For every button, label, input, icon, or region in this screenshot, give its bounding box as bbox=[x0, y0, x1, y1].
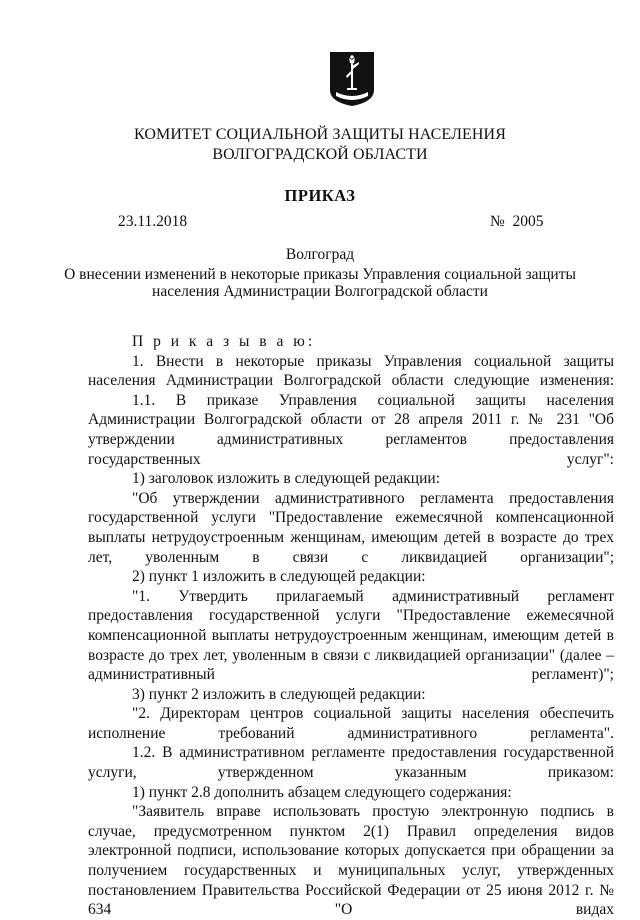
body-paragraph: 2) пункт 1 изложить в следующей редакции: bbox=[132, 568, 426, 586]
volgograd-coat-of-arms-icon bbox=[328, 50, 376, 108]
document-date: 23.11.2018 bbox=[118, 213, 188, 230]
body-paragraph: 1) заголовок изложить в следующей редакции: bbox=[132, 470, 440, 488]
body-paragraph: П р и к а з ы в а ю: bbox=[132, 333, 316, 350]
body-paragraph: "2. Директорам центров социальной защиты населения обеспечить исполнение требований административного регламента". bbox=[88, 705, 614, 742]
org-line-2: ВОЛГОГРАДСКОЙ ОБЛАСТИ bbox=[212, 146, 428, 163]
body-paragraph: "1. Утвердить прилагаемый административный регламент предоставления государственной услуги "Предоставление ежемесячной компенсационной выплаты нетрудоустроенным женщинам, имеющим детей в возрасте до трех лет, уволенным в связи с ликвидацией организации" (далее – административный регламент)"; bbox=[88, 587, 614, 684]
document-city: Волгоград bbox=[285, 246, 355, 263]
body-paragraph: 1) пункт 2.8 дополнить абзацем следующего содержания: bbox=[132, 783, 512, 801]
document-subject: О внесении изменений в некоторые приказы Управления социальной защиты населения Администрации Волгоградской области bbox=[64, 266, 576, 300]
body-paragraph: "Об утверждении административного регламента предоставления государственной услуги "Предоставление ежемесячной компенсационной выплаты нетрудоустроенным женщинам, имеющим детей в возрасте до трех лет, уволенным в связи с ликвидацией организации"; bbox=[88, 489, 614, 566]
document-type: ПРИКАЗ bbox=[284, 186, 356, 205]
body-paragraph: 1. Внести в некоторые приказы Управления социальной защиты населения Администрации Волгоградской области следующие изменения: bbox=[88, 352, 614, 390]
body-paragraph: 1.2. В административном регламенте предоставления государственной услуги, утвержденном указанным приказом: bbox=[88, 744, 614, 782]
body-paragraph: 1.1. В приказе Управления социальной защиты населения Администрации Волгоградской области от 28 апреля 2011 г. № 231 "Об утверждении административных регламентов предоставления государственных услуг": bbox=[88, 391, 614, 468]
org-line-1: КОМИТЕТ СОЦИАЛЬНОЙ ЗАЩИТЫ НАСЕЛЕНИЯ bbox=[134, 126, 506, 143]
document-number: № 2005 bbox=[490, 213, 544, 230]
document-body bbox=[88, 332, 614, 920]
body-paragraph: 3) пункт 2 изложить в следующей редакции: bbox=[132, 685, 426, 703]
organization-name bbox=[0, 125, 640, 165]
body-paragraph: "Заявитель вправе использовать простую электронную подпись в случае, предусмотренном пунктом 2(1) Правил определения видов электронной подписи, использование которых допускается при обращении за получением государственных и муниципальных услуг, утвержденных постановлением Правительства Российской Федерации от 25 июня 2012 г. № 634 "О видах bbox=[88, 803, 614, 919]
